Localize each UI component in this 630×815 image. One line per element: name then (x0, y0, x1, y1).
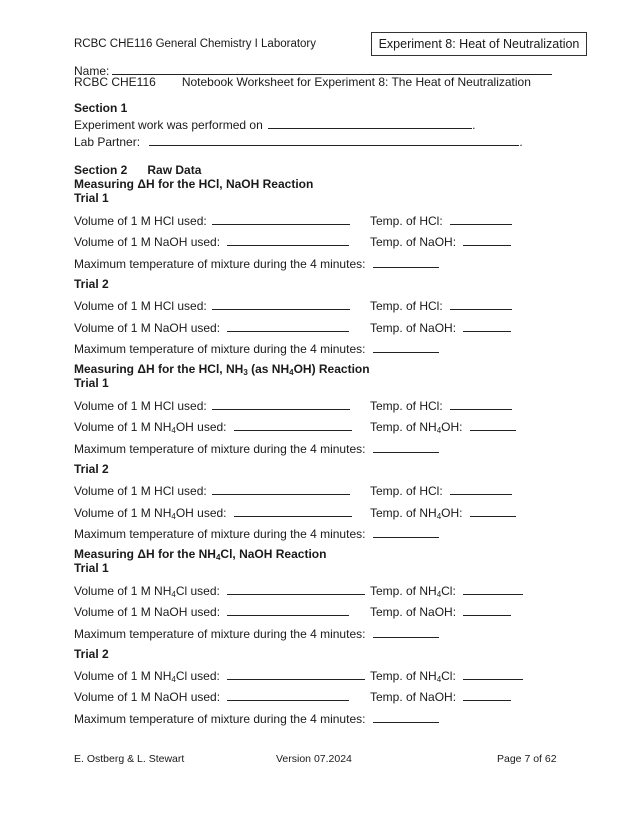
r1t1-vol-hcl (74, 213, 350, 228)
r3t1-vol-naoh-label: Volume of 1 M NaOH used: (74, 605, 221, 619)
r3t1-vol-nh4cl-sub: 4 (171, 590, 176, 599)
r1t1-temp-hcl (370, 213, 512, 228)
section2-label: Section 2 (74, 163, 128, 177)
r1t2-vol-naoh (74, 320, 349, 335)
reaction3-subscript-4: 4 (215, 553, 221, 562)
r1t2-temp-naoh-field[interactable] (463, 320, 511, 332)
name-label: Name: (74, 64, 110, 78)
r2t2-vol-hcl-field[interactable] (212, 483, 350, 495)
r1t2-temp-hcl-field[interactable] (450, 298, 512, 310)
section1-heading: Section 1 (74, 101, 128, 115)
r2t2-vol-nh4oh-label-b: OH used: (175, 506, 227, 520)
r1-trial2-heading: Trial 2 (74, 277, 109, 291)
r1t2-vol-hcl-field[interactable] (212, 298, 350, 310)
r3t2-temp-naoh-field[interactable] (463, 689, 511, 701)
performed-on-row: Experiment work was performed on . (74, 118, 476, 132)
r1t2-max-temp-label: Maximum temperature of mixture during the 4 minutes: (74, 342, 366, 356)
r3t1-temp-nh4cl (370, 583, 523, 598)
r2t2-vol-nh4oh-field[interactable] (234, 505, 352, 517)
r3t2-max-temp-label: Maximum temperature of mixture during the 4 minutes: (74, 712, 366, 726)
r2t1-temp-hcl-label: Temp. of HCl: (370, 399, 443, 413)
reaction2-heading (74, 362, 370, 376)
course-header: RCBC CHE116 General Chemistry I Laboratory (74, 38, 317, 50)
r3t1-vol-naoh-field[interactable] (227, 604, 349, 616)
r3t1-max-temp-field[interactable] (373, 626, 439, 638)
r2t1-temp-nh4oh (370, 419, 516, 434)
r2t1-vol-nh4oh-label-a: Volume of 1 M NH (74, 420, 172, 434)
r1t1-temp-hcl-label: Temp. of HCl: (370, 214, 443, 228)
r3t2-max-temp (74, 711, 439, 726)
r1t1-temp-naoh-label: Temp. of NaOH: (370, 235, 457, 249)
r3t1-temp-naoh (370, 604, 511, 619)
r2t2-temp-nh4oh-sub: 4 (436, 512, 442, 521)
r3t2-temp-nh4cl-label-b: Cl: (441, 669, 456, 683)
r3t2-vol-nh4cl-label-b: Cl used: (175, 669, 220, 683)
r3-trial1-heading: Trial 1 (74, 561, 109, 575)
r1t1-vol-hcl-field[interactable] (212, 213, 350, 225)
r2t2-temp-nh4oh-label-a: Temp. of NH (370, 506, 437, 520)
r3t1-temp-nh4cl-sub: 4 (436, 590, 442, 599)
r2t2-temp-nh4oh-field[interactable] (470, 505, 516, 517)
lab-partner-label: Lab Partner: (74, 135, 141, 149)
r3t2-temp-nh4cl-sub: 4 (436, 675, 442, 684)
r1t2-vol-hcl (74, 298, 350, 313)
r2t1-temp-hcl-field[interactable] (450, 398, 512, 410)
r3t1-vol-nh4cl-label-a: Volume of 1 M NH (74, 584, 172, 598)
worksheet-title: Notebook Worksheet for Experiment 8: The Heat of Neutralization (181, 75, 531, 89)
r2t1-vol-nh4oh-sub: 4 (171, 426, 176, 435)
r2t2-max-temp (74, 526, 439, 541)
r1t1-vol-naoh (74, 234, 349, 249)
r2-trial2-heading: Trial 2 (74, 462, 109, 476)
r1t2-temp-naoh (370, 320, 511, 335)
r1t2-vol-hcl-label: Volume of 1 M HCl used: (74, 299, 207, 313)
r2t1-max-temp-label: Maximum temperature of mixture during the 4 minutes: (74, 442, 366, 456)
lab-partner-row: Lab Partner: . (74, 135, 523, 149)
reaction3-heading-part1: Measuring ΔH for the NH (74, 547, 216, 561)
footer-authors: E. Ostberg & L. Stewart (74, 753, 185, 765)
r3t1-vol-nh4cl-field[interactable] (227, 583, 365, 595)
r3t1-temp-nh4cl-field[interactable] (463, 583, 523, 595)
r1t1-vol-naoh-label: Volume of 1 M NaOH used: (74, 235, 221, 249)
r2t1-temp-hcl (370, 398, 512, 413)
r2t1-temp-nh4oh-field[interactable] (470, 419, 516, 431)
r2t2-vol-nh4oh-label-a: Volume of 1 M NH (74, 506, 172, 520)
worksheet-title-row (74, 75, 531, 89)
r2t1-max-temp-field[interactable] (373, 441, 439, 453)
r1t1-max-temp-label: Maximum temperature of mixture during the 4 minutes: (74, 257, 366, 271)
r3t1-temp-naoh-label: Temp. of NaOH: (370, 605, 457, 619)
r1t1-vol-naoh-field[interactable] (227, 234, 349, 246)
footer-version: Version 07.2024 (276, 753, 352, 765)
r3t1-vol-nh4cl (74, 583, 365, 598)
r2t2-vol-nh4oh (74, 505, 352, 520)
r1t2-temp-hcl (370, 298, 512, 313)
footer-page-number: Page 7 of 62 (497, 753, 557, 765)
r2t1-temp-nh4oh-sub: 4 (436, 426, 442, 435)
r3t1-temp-nh4cl-label-b: Cl: (441, 584, 456, 598)
r3t2-max-temp-field[interactable] (373, 711, 439, 723)
r2t1-vol-nh4oh (74, 419, 352, 434)
r2t1-vol-hcl (74, 398, 350, 413)
reaction1-heading: Measuring ΔH for the HCl, NaOH Reaction (74, 177, 314, 191)
r1t2-temp-hcl-label: Temp. of HCl: (370, 299, 443, 313)
r1t2-max-temp (74, 341, 439, 356)
r2t2-max-temp-label: Maximum temperature of mixture during the 4 minutes: (74, 527, 366, 541)
r3t2-temp-naoh (370, 689, 511, 704)
r2t2-temp-hcl (370, 483, 512, 498)
r3t2-temp-naoh-label: Temp. of NaOH: (370, 690, 457, 704)
r3t2-temp-nh4cl-label-a: Temp. of NH (370, 669, 437, 683)
reaction2-subscript-4: 4 (289, 368, 294, 377)
r3t1-max-temp-label: Maximum temperature of mixture during the 4 minutes: (74, 627, 366, 641)
r3t2-vol-naoh (74, 689, 349, 704)
r3t1-vol-nh4cl-label-b: Cl used: (175, 584, 220, 598)
r2t2-vol-hcl (74, 483, 350, 498)
r2t1-vol-hcl-label: Volume of 1 M HCl used: (74, 399, 207, 413)
r1-trial1-heading: Trial 1 (74, 191, 109, 205)
r1t2-vol-naoh-label: Volume of 1 M NaOH used: (74, 321, 221, 335)
r2t2-vol-nh4oh-sub: 4 (171, 512, 176, 521)
r2t2-temp-nh4oh-label-b: OH: (441, 506, 463, 520)
r3t2-vol-naoh-label: Volume of 1 M NaOH used: (74, 690, 221, 704)
experiment-title-box: Experiment 8: Heat of Neutralization (371, 32, 587, 56)
r3t2-temp-nh4cl-field[interactable] (463, 668, 523, 680)
reaction3-heading-part2: Cl, NaOH Reaction (220, 547, 327, 561)
r3t1-temp-naoh-field[interactable] (463, 604, 511, 616)
performed-on-field[interactable] (268, 117, 472, 129)
r3t2-temp-nh4cl (370, 668, 523, 683)
r1t1-vol-hcl-label: Volume of 1 M HCl used: (74, 214, 207, 228)
r2-trial1-heading: Trial 1 (74, 376, 109, 390)
r2t1-vol-nh4oh-field[interactable] (234, 419, 352, 431)
reaction2-heading-part3: OH) Reaction (293, 362, 370, 376)
r3t2-vol-nh4cl-sub: 4 (171, 675, 176, 684)
r1t1-temp-naoh (370, 234, 511, 249)
r2t1-vol-hcl-field[interactable] (212, 398, 350, 410)
r1t2-max-temp-field[interactable] (373, 341, 439, 353)
r1t1-temp-naoh-field[interactable] (463, 234, 511, 246)
r3t1-vol-naoh (74, 604, 349, 619)
r2t2-temp-hcl-field[interactable] (450, 483, 512, 495)
worksheet-course-code: RCBC CHE116 (74, 75, 156, 89)
lab-partner-field[interactable] (149, 134, 519, 146)
raw-data-label: Raw Data (147, 163, 202, 177)
r3t1-max-temp (74, 626, 439, 641)
reaction2-heading-part1: Measuring ΔH for the HCl, NH (74, 362, 244, 376)
r1t1-max-temp (74, 256, 439, 271)
r2t2-temp-nh4oh (370, 505, 516, 520)
r3t2-vol-nh4cl-label-a: Volume of 1 M NH (74, 669, 172, 683)
r1t1-temp-hcl-field[interactable] (450, 213, 512, 225)
reaction2-heading-part2: (as NH (247, 362, 290, 376)
reaction3-heading (74, 547, 326, 561)
r2t2-max-temp-field[interactable] (373, 526, 439, 538)
r3-trial2-heading: Trial 2 (74, 647, 109, 661)
r1t2-temp-naoh-label: Temp. of NaOH: (370, 321, 457, 335)
r3t2-vol-nh4cl (74, 668, 365, 683)
name-field[interactable] (112, 62, 552, 75)
reaction2-subscript-3: 3 (243, 368, 248, 377)
r2t1-max-temp (74, 441, 439, 456)
performed-on-label: Experiment work was performed on (74, 118, 263, 132)
r3t1-temp-nh4cl-label-a: Temp. of NH (370, 584, 437, 598)
section2-heading (74, 163, 201, 177)
r3t2-vol-naoh-field[interactable] (227, 689, 349, 701)
r2t1-vol-nh4oh-label-b: OH used: (175, 420, 227, 434)
r2t2-vol-hcl-label: Volume of 1 M HCl used: (74, 484, 207, 498)
r2t1-temp-nh4oh-label-b: OH: (441, 420, 463, 434)
r3t2-vol-nh4cl-field[interactable] (227, 668, 365, 680)
r2t2-temp-hcl-label: Temp. of HCl: (370, 484, 443, 498)
r1t1-max-temp-field[interactable] (373, 256, 439, 268)
r1t2-vol-naoh-field[interactable] (227, 320, 349, 332)
r2t1-temp-nh4oh-label-a: Temp. of NH (370, 420, 437, 434)
